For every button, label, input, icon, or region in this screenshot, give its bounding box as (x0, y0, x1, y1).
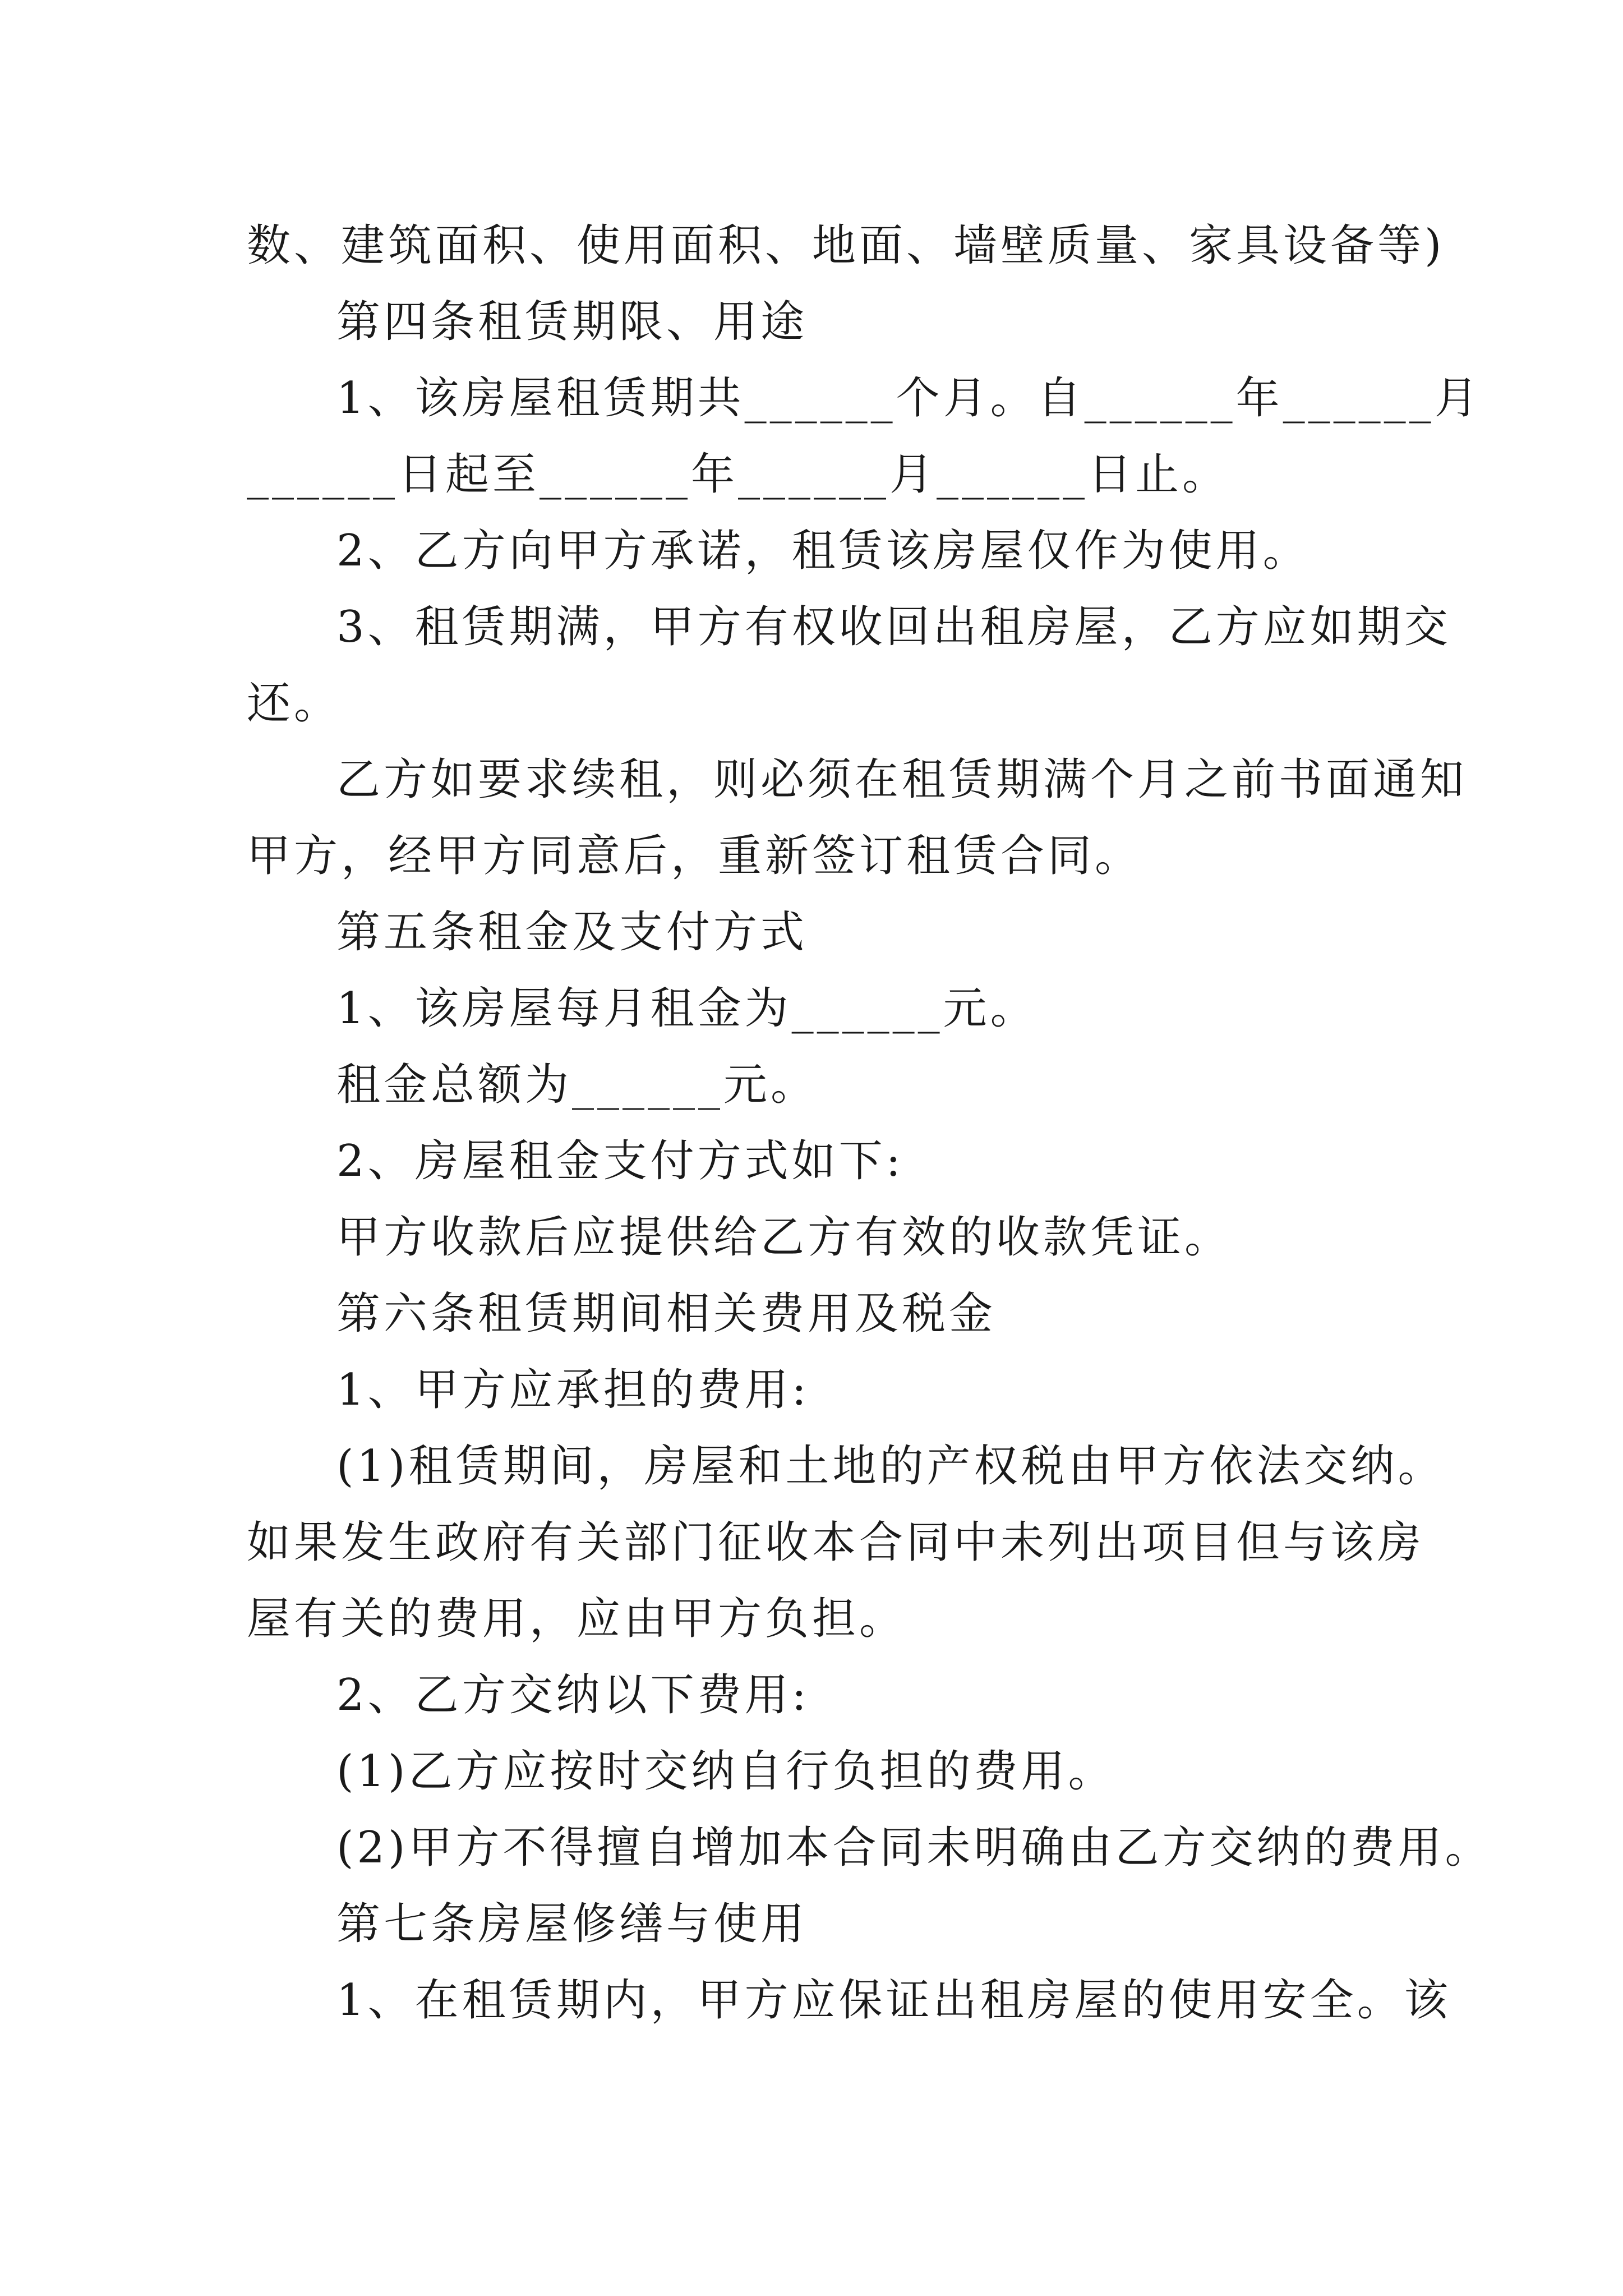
section-heading: 第七条房屋修缮与使用 (336, 1899, 808, 1949)
text-line: 租金总额为______元。 (336, 1060, 818, 1110)
text-line: 数、建筑面积、使用面积、地面、墙壁质量、家具设备等) (247, 220, 1445, 271)
text-line: 甲方，经甲方同意后，重新签订租赁合同。 (247, 831, 1142, 881)
text-line: 2、乙方交纳以下费用: (336, 1670, 810, 1720)
text-line: 还。 (247, 678, 342, 729)
section-heading: 第四条租赁期限、用途 (336, 297, 808, 347)
text-line: 屋有关的费用，应由甲方负担。 (247, 1594, 907, 1644)
text-line: 如果发生政府有关部门征收本合同中未列出项目但与该房 (247, 1517, 1425, 1568)
text-line: (2)甲方不得擅自增加本合同未明确由乙方交纳的费用。 (336, 1823, 1492, 1873)
section-heading: 第六条租赁期间相关费用及税金 (336, 1289, 997, 1339)
section-heading: 第五条租金及支付方式 (336, 907, 808, 958)
text-line: 1、在租赁期内，甲方应保证出租房屋的使用安全。该 (336, 1975, 1451, 2026)
text-line: 3、租赁期满，甲方有权收回出租房屋，乙方应如期交 (336, 602, 1451, 652)
text-line: 1、该房屋每月租金为______元。 (336, 983, 1038, 1034)
text-line: 乙方如要求续租，则必须在租赁期满个月之前书面通知 (336, 754, 1468, 805)
text-line: (1)租赁期间，房屋和土地的产权税由甲方依法交纳。 (336, 1441, 1445, 1492)
text-line: ______日起至______年______月______日止。 (247, 449, 1230, 500)
text-line: 2、房屋租金支付方式如下: (336, 1136, 904, 1186)
text-line: (1)乙方应按时交纳自行负担的费用。 (336, 1746, 1115, 1797)
text-line: 1、甲方应承担的费用: (336, 1365, 810, 1415)
text-line: 2、乙方向甲方承诺，租赁该房屋仅作为使用。 (336, 526, 1310, 576)
text-line: 1、该房屋租赁期共______个月。自______年______月 (336, 373, 1482, 424)
text-line: 甲方收款后应提供给乙方有效的收款凭证。 (336, 1212, 1232, 1263)
